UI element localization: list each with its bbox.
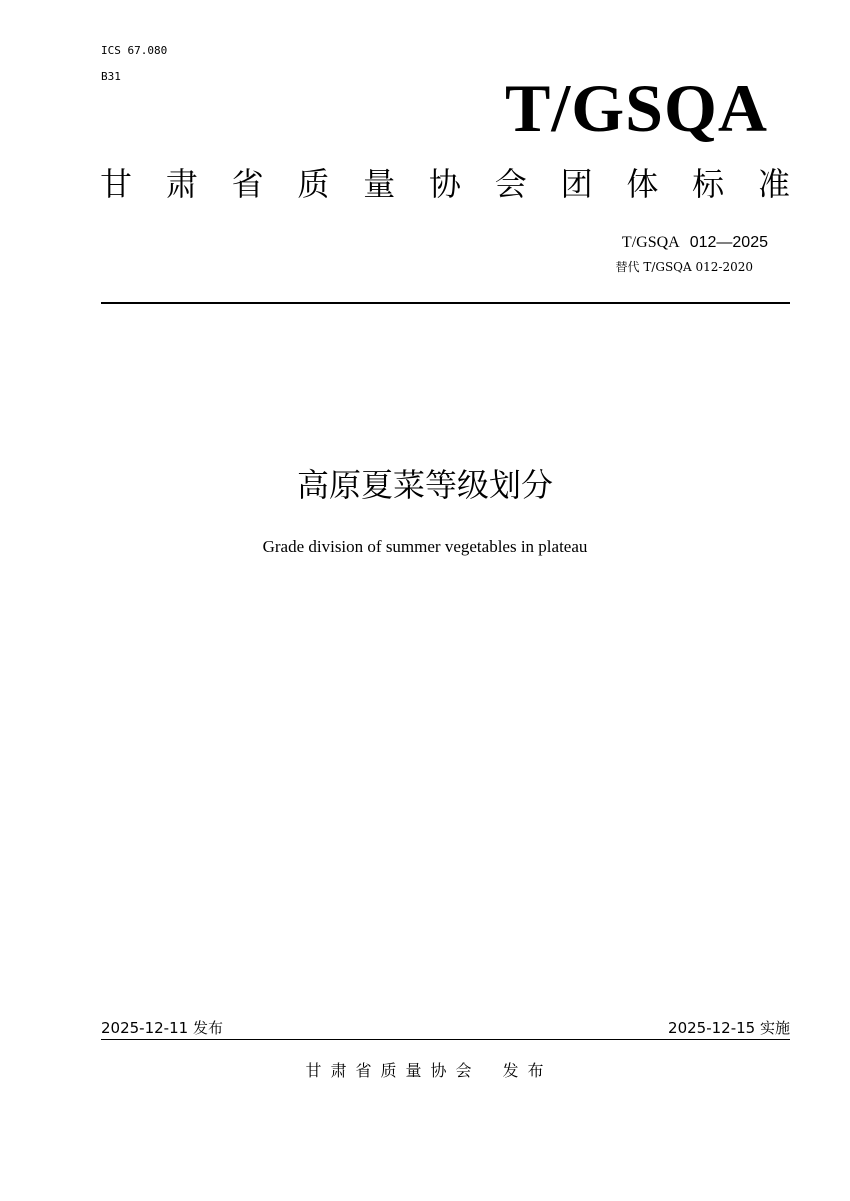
- standard-type-char: 量: [363, 165, 396, 203]
- standard-type-char: 体: [626, 165, 659, 203]
- publisher-name: 甘肃省质量协会: [305, 1061, 481, 1080]
- standard-type-char: 标: [692, 165, 725, 203]
- standard-type-char: 会: [494, 165, 527, 203]
- standard-code-number: 012—2025: [689, 234, 768, 251]
- replaces-standard: 替代 T/GSQA 012-2020: [615, 260, 753, 274]
- ccs-code: B31: [101, 70, 121, 83]
- document-title-chinese: 高原夏菜等级划分: [296, 466, 553, 504]
- header-divider: [101, 302, 790, 304]
- standard-code-prefix: T/GSQA: [621, 234, 680, 251]
- standard-type-char: 甘: [100, 165, 133, 203]
- ics-code: ICS 67.080: [101, 44, 168, 57]
- standard-type-char: 团: [560, 165, 593, 203]
- standard-type-char: 省: [231, 165, 264, 203]
- publisher-action: 发布: [502, 1061, 553, 1080]
- publisher-line: [0, 1059, 850, 1083]
- standard-type-heading: [100, 160, 790, 208]
- standard-type-char: 准: [757, 165, 790, 203]
- standard-number: [622, 231, 768, 254]
- issue-date: 2025-12-11 发布: [101, 1019, 223, 1037]
- implementation-date: 2025-12-15 实施: [668, 1019, 790, 1037]
- standard-type-char: 质: [297, 165, 330, 203]
- standard-type-char: 协: [428, 165, 461, 203]
- footer-divider: [101, 1039, 790, 1040]
- document-title-english: Grade division of summer vegetables in plateau: [262, 537, 588, 556]
- standard-logo: T/GSQA: [505, 70, 768, 146]
- standard-type-char: 肃: [165, 165, 198, 203]
